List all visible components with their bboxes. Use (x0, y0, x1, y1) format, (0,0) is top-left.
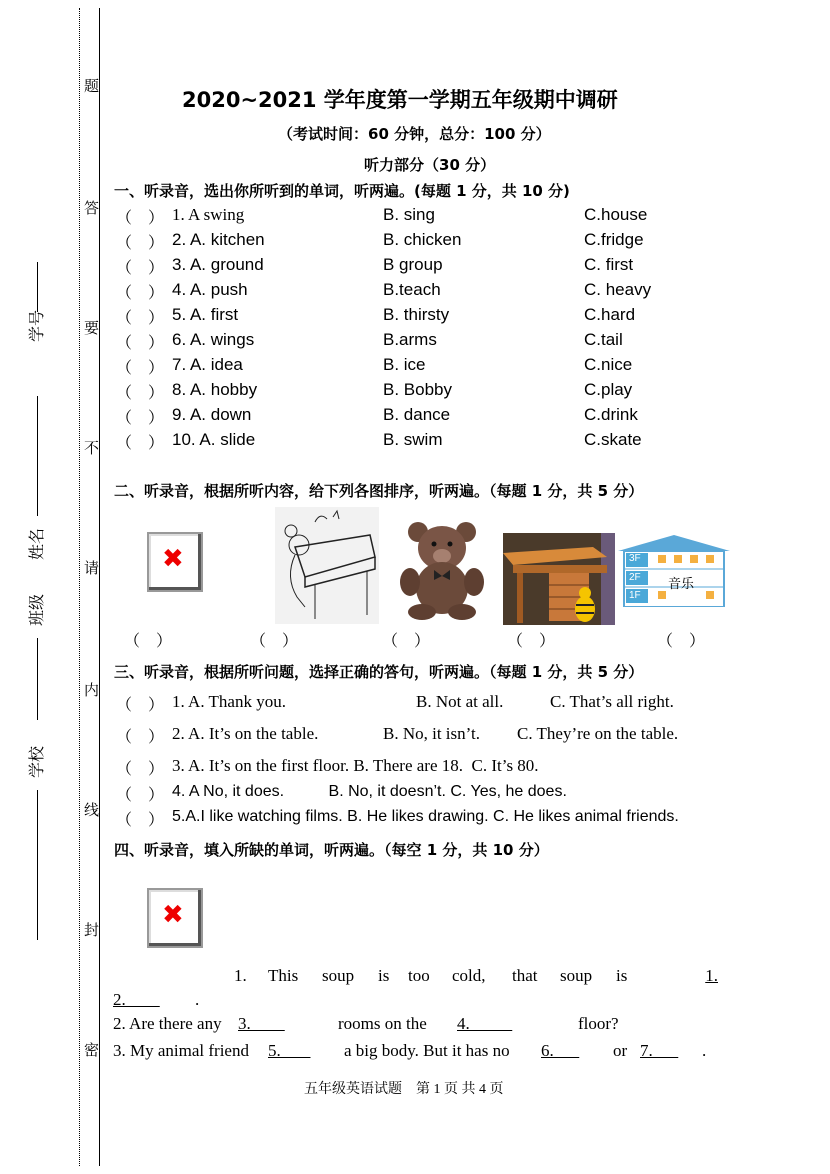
s1-option-a: 4. A. push (172, 280, 248, 299)
side-char: 封 (84, 923, 100, 939)
fill-line1-end: . (195, 990, 200, 1009)
exam-title: 2020~2021 学年度第一学期五年级期中调研 (182, 88, 618, 112)
s1-option-c: C. first (584, 255, 634, 274)
student-no-label: 学号 (29, 309, 46, 342)
answer-paren: （ ） (116, 697, 165, 714)
broken-image-icon: ✖ (147, 888, 203, 948)
fill-line1-word: soup (322, 966, 355, 985)
s1-option-a: 5. A. first (172, 305, 239, 324)
s3-q5-text: 5.A.I like watching films. B. He likes drawing. C. He likes animal friends. (172, 808, 679, 825)
side-char: 内 (84, 683, 100, 699)
fill-blank-2[interactable]: 2. (113, 990, 160, 1009)
s1-option-c: C.nice (584, 355, 633, 374)
exam-subtitle: （考试时间：60 分钟，总分：100 分） (278, 125, 551, 143)
s3-q2-option-b: B. No, it isn’t. (383, 724, 480, 743)
picture-answer-paren: （ ） (250, 633, 299, 650)
s1-option-c: C. heavy (584, 280, 652, 299)
s1-option-b: B. chicken (383, 230, 462, 249)
page-footer: 五年级英语试题 第 1 页 共 4 页 (304, 1082, 504, 1097)
student-no-line (37, 262, 38, 312)
s1-option-c: C.play (584, 380, 633, 399)
fill-line2-mid: rooms on the (338, 1014, 427, 1033)
s1-option-b: B. swim (383, 430, 443, 449)
side-char: 答 (84, 201, 100, 217)
fill-line3-or: or (613, 1041, 628, 1060)
fill-line2-end: floor? (578, 1014, 619, 1033)
fill-line1-num: 1. (234, 966, 247, 985)
side-char: 要 (84, 321, 100, 337)
floor-3f-label: 3F (629, 553, 641, 564)
fill-blank-4[interactable]: 4. (457, 1014, 513, 1033)
s3-q4-text: 4. A No, it does. B. No, it doesn’t. C. Yes, he does. (172, 783, 567, 800)
side-char: 线 (84, 803, 100, 819)
class-line (37, 638, 38, 720)
s1-option-c: C.house (584, 205, 648, 224)
fill-line3-mid: a big body. But it has no (344, 1041, 510, 1060)
s3-q3-text: 3. A. It’s on the first floor. B. There are 18. C. It’s 80. (172, 756, 539, 775)
answer-paren: （ ） (116, 335, 165, 352)
s1-option-c: C.skate (584, 430, 642, 449)
desk-bee-image (503, 533, 615, 625)
fill-blank-5[interactable]: 5. (268, 1041, 311, 1060)
answer-paren: （ ） (116, 410, 165, 427)
answer-paren: （ ） (116, 761, 165, 778)
floor-1f-label: 1F (629, 590, 641, 601)
binding-solid-line (99, 8, 100, 1166)
s1-option-b: B. sing (383, 205, 435, 224)
answer-paren: （ ） (116, 260, 165, 277)
fill-blank-7[interactable]: 7. (640, 1041, 679, 1060)
fill-line1-word: soup (560, 966, 593, 985)
school-line (37, 790, 38, 940)
fill-line1-word: is (616, 966, 628, 985)
teddy-bear-image (396, 520, 488, 620)
floor-2f-label: 2F (629, 572, 641, 583)
s1-option-a: 3. A. ground (172, 255, 264, 274)
s3-q1-option-c: C. That’s all right. (550, 692, 674, 711)
name-label: 姓名 (29, 527, 46, 560)
school-building-image (618, 535, 730, 607)
picture-answer-paren: （ ） (507, 633, 556, 650)
picture-answer-paren: （ ） (382, 633, 431, 650)
answer-paren: （ ） (116, 235, 165, 252)
s1-option-a: 7. A. idea (172, 355, 243, 374)
side-char: 请 (84, 561, 100, 577)
fill-line3-end: . (702, 1041, 707, 1060)
school-label: 学校 (29, 745, 46, 778)
broken-image-icon: ✖ (147, 532, 203, 592)
fill-line3-start: 3. My animal friend (113, 1041, 249, 1060)
fill-line1-word: cold, (452, 966, 486, 985)
answer-paren: （ ） (116, 385, 165, 402)
listening-part-title: 听力部分（30 分） (364, 156, 496, 174)
s1-option-a: 2. A. kitchen (172, 230, 265, 249)
s1-option-b: B.arms (383, 330, 437, 349)
class-label: 班级 (29, 593, 46, 626)
s1-option-b: B.teach (383, 280, 441, 299)
s1-option-a: 6. A. wings (172, 330, 255, 349)
fill-blank-3[interactable]: 3. (238, 1014, 285, 1033)
s1-option-b: B group (383, 255, 443, 274)
answer-paren: （ ） (116, 435, 165, 452)
name-line-a (37, 396, 38, 516)
s1-option-a: 8. A. hobby (172, 380, 258, 399)
piano-mouse-image (275, 507, 379, 624)
side-char: 密 (84, 1043, 100, 1059)
s1-option-b: B. Bobby (383, 380, 452, 399)
fill-blank-6[interactable]: 6. (541, 1041, 580, 1060)
answer-paren: （ ） (116, 729, 165, 746)
section1-heading: 一、听录音，选出你所听到的单词，听两遍。(每题 1 分，共 10 分) (114, 182, 570, 200)
s1-option-a: 9. A. down (172, 405, 252, 424)
section2-heading: 二、听录音，根据所听内容，给下列各图排序，听两遍。（每题 1 分，共 5 分） (114, 482, 644, 500)
s1-option-c: C.tail (584, 330, 623, 349)
picture-answer-paren: （ ） (657, 633, 706, 650)
s1-option-c: C.hard (584, 305, 636, 324)
fill-blank-1[interactable]: 1. (705, 966, 718, 985)
picture-answer-paren: （ ） (124, 633, 173, 650)
s3-q2-option-c: C. They’re on the table. (517, 724, 679, 743)
answer-paren: （ ） (116, 787, 165, 804)
s3-q1-option-b: B. Not at all. (416, 692, 504, 711)
section4-heading: 四、听录音，填入所缺的单词，听两遍。（每空 1 分，共 10 分） (114, 841, 549, 859)
s1-option-b: B. thirsty (383, 305, 450, 324)
music-room-label: 音乐 (668, 576, 695, 591)
side-char: 题 (84, 79, 100, 95)
s1-option-a: 1. A swing (172, 205, 245, 224)
section3-heading: 三、听录音，根据所听问题，选择正确的答句，听两遍。（每题 1 分，共 5 分） (114, 663, 644, 681)
fill-line1-word: that (512, 966, 538, 985)
answer-paren: （ ） (116, 310, 165, 327)
fill-line1-word: This (268, 966, 299, 985)
s1-option-a: 10. A. slide (172, 430, 256, 449)
answer-paren: （ ） (116, 210, 165, 227)
s3-q2-option-a: 2. A. It’s on the table. (172, 724, 319, 743)
answer-paren: （ ） (116, 360, 165, 377)
fill-line1-word: is (378, 966, 390, 985)
side-char: 不 (84, 441, 100, 457)
s1-option-c: C.fridge (584, 230, 644, 249)
fill-line2-start: 2. Are there any (113, 1014, 222, 1033)
s1-option-b: B. dance (383, 405, 451, 424)
fill-line1-word: too (408, 966, 430, 985)
binding-dotted-line (79, 8, 80, 1166)
s3-q1-option-a: 1. A. Thank you. (172, 692, 286, 711)
answer-paren: （ ） (116, 812, 165, 829)
answer-paren: （ ） (116, 285, 165, 302)
s1-option-b: B. ice (383, 355, 426, 374)
s1-option-c: C.drink (584, 405, 638, 424)
